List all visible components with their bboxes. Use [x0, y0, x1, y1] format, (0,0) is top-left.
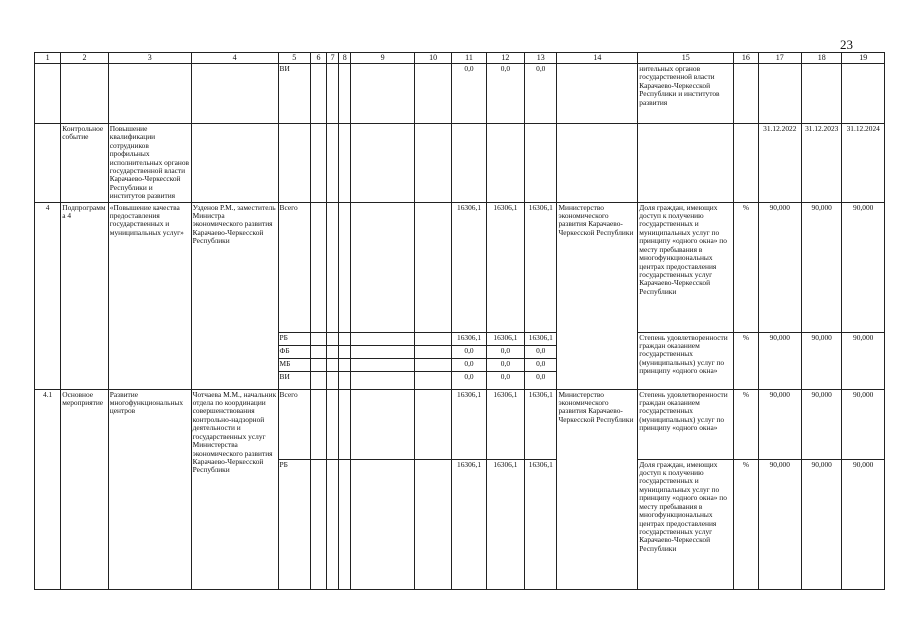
- target-cell: 90,000: [802, 202, 842, 332]
- indicator-cell: Степень удовлетворенности граждан оказанием государственных (муниципальных) услуг по принципу «одного окна»: [638, 332, 734, 389]
- target-cell: 90,000: [802, 389, 842, 459]
- col-header: 9: [351, 53, 415, 64]
- source-cell: РБ: [278, 459, 310, 589]
- value-cell: 0,0: [486, 345, 524, 358]
- source-cell: МБ: [278, 358, 310, 371]
- type-cell: Контрольное событие: [61, 124, 109, 203]
- value-cell: 16306,1: [452, 332, 486, 345]
- col-header: 12: [486, 53, 524, 64]
- col-header: 14: [557, 53, 638, 64]
- value-cell: 0,0: [452, 371, 486, 389]
- name-cell: Повышение квалификации сотрудников профильных исполнительных органов государственной власти Карачаево-Черкесской Республики и институтов развития: [108, 124, 191, 203]
- col-header: 17: [758, 53, 801, 64]
- target-cell: 90,000: [758, 459, 801, 589]
- col-header: 2: [61, 53, 109, 64]
- date-cell: 31.12.2024: [842, 124, 885, 203]
- col-header: 6: [310, 53, 326, 64]
- value-cell: 0,0: [525, 345, 557, 358]
- value-cell: 16306,1: [452, 202, 486, 332]
- value-cell: 0,0: [452, 345, 486, 358]
- responsible-cell: Узденов Р.М., заместитель Министра экономического развития Карачаево-Черкесской Республики: [191, 202, 278, 389]
- number-cell: 4.1: [35, 389, 61, 589]
- indicator-cell: нительных органов государственной власти Карачаево-Черкесской Республики и институтов развития: [638, 64, 734, 124]
- number-cell: 4: [35, 202, 61, 389]
- source-cell: Всего: [278, 202, 310, 332]
- header-row: [35, 53, 885, 64]
- unit-cell: %: [734, 332, 758, 389]
- value-cell: 16306,1: [486, 389, 524, 459]
- value-cell: 0,0: [525, 358, 557, 371]
- col-header: 8: [339, 53, 351, 64]
- indicator-cell: Степень удовлетворенности граждан оказанием государственных (муниципальных) услуг по принципу «одного окна»: [638, 389, 734, 459]
- value-cell: 16306,1: [525, 459, 557, 589]
- value-cell: 0,0: [486, 64, 524, 124]
- source-cell: РБ: [278, 332, 310, 345]
- value-cell: 0,0: [486, 371, 524, 389]
- value-cell: 16306,1: [525, 332, 557, 345]
- source-cell: ВИ: [278, 371, 310, 389]
- table-row: [35, 202, 885, 332]
- target-cell: 90,000: [842, 332, 885, 389]
- table-row: [35, 389, 885, 459]
- col-header: 18: [802, 53, 842, 64]
- value-cell: 16306,1: [452, 389, 486, 459]
- unit-cell: %: [734, 389, 758, 459]
- value-cell: 0,0: [525, 64, 557, 124]
- target-cell: 90,000: [802, 332, 842, 389]
- col-header: 1: [35, 53, 61, 64]
- value-cell: 16306,1: [486, 202, 524, 332]
- value-cell: 0,0: [452, 358, 486, 371]
- target-cell: 90,000: [842, 389, 885, 459]
- table-row: [35, 64, 885, 124]
- value-cell: 16306,1: [525, 389, 557, 459]
- col-header: 16: [734, 53, 758, 64]
- target-cell: 90,000: [802, 459, 842, 589]
- col-header: 5: [278, 53, 310, 64]
- source-cell: ВИ: [278, 64, 310, 124]
- date-cell: 31.12.2023: [802, 124, 842, 203]
- value-cell: 0,0: [452, 64, 486, 124]
- value-cell: 16306,1: [486, 459, 524, 589]
- target-cell: 90,000: [842, 202, 885, 332]
- value-cell: 0,0: [525, 371, 557, 389]
- col-header: 11: [452, 53, 486, 64]
- col-header: 13: [525, 53, 557, 64]
- value-cell: 0,0: [486, 358, 524, 371]
- target-cell: 90,000: [842, 459, 885, 589]
- page-number: 23: [840, 37, 853, 52]
- date-cell: 31.12.2022: [758, 124, 801, 203]
- col-header: 10: [414, 53, 451, 64]
- table-row: [35, 124, 885, 203]
- type-cell: Основное мероприятие: [61, 389, 109, 589]
- unit-cell: %: [734, 459, 758, 589]
- executor-cell: Министерство экономического развития Карачаево-Черкесской Республики: [557, 202, 638, 389]
- type-cell: Подпрограмма 4: [61, 202, 109, 389]
- indicator-cell: Доля граждан, имеющих доступ к получению государственных и муниципальных услуг по принципу «одного окна» по месту пребывания в многофункциональных центрах предоставления государственных услуг Карачаево-Черкесской Республики: [638, 459, 734, 589]
- executor-cell: Министерство экономического развития Карачаево-Черкесской Республики: [557, 389, 638, 589]
- indicator-cell: Доля граждан, имеющих доступ к получению государственных и муниципальных услуг по принципу «одного окна» по месту пребывания в многофункциональных центрах предоставления государственных услуг Карачаево-Черкесской Республики: [638, 202, 734, 332]
- col-header: 15: [638, 53, 734, 64]
- col-header: 4: [191, 53, 278, 64]
- col-header: 3: [108, 53, 191, 64]
- source-cell: ФБ: [278, 345, 310, 358]
- source-cell: Всего: [278, 389, 310, 459]
- program-table: [34, 52, 885, 590]
- col-header: 7: [327, 53, 339, 64]
- target-cell: 90,000: [758, 389, 801, 459]
- target-cell: 90,000: [758, 332, 801, 389]
- name-cell: «Повышение качества предоставления государственных и муниципальных услуг»: [108, 202, 191, 389]
- col-header: 19: [842, 53, 885, 64]
- target-cell: 90,000: [758, 202, 801, 332]
- value-cell: 16306,1: [525, 202, 557, 332]
- value-cell: 16306,1: [452, 459, 486, 589]
- responsible-cell: Чотчаева М.М., начальник отдела по координации совершенствования контрольно-надзорной деятельности и государственных услуг Министерства экономического развития Карачаево-Черкесской Республики: [191, 389, 278, 589]
- name-cell: Развитие многофункциональных центров: [108, 389, 191, 589]
- unit-cell: %: [734, 202, 758, 332]
- value-cell: 16306,1: [486, 332, 524, 345]
